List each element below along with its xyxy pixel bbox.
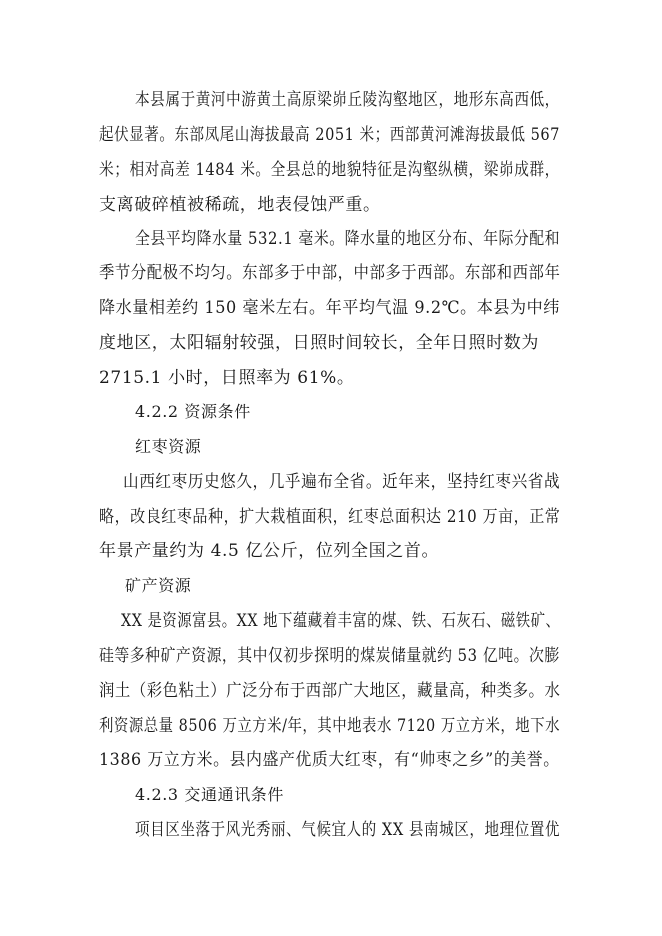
jujube-paragraph-line-2: 略，改良红枣品种，扩大栽植面积，红枣总面积达 210 万亩，正常 <box>99 507 561 527</box>
paragraph-1-line-1: 本县属于黄河中游黄土高原梁峁丘陵沟壑地区，地形东高西低， <box>135 90 560 110</box>
jujube-paragraph-line-1: 山西红枣历史悠久，几乎遍布全省。近年来，坚持红枣兴省战 <box>123 472 561 492</box>
paragraph-1-line-2: 起伏显著。东部凤尾山海拔最高 2051 米；西部黄河滩海拔最低 567 <box>99 125 560 145</box>
paragraph-2-line-2: 季节分配极不均匀。东部多于中部，中部多于西部。东部和西部年 <box>99 263 561 283</box>
paragraph-2-line-3: 降水量相差约 150 毫米左右。年平均气温 9.2℃。本县为中纬 <box>99 298 560 318</box>
minerals-paragraph-line-1: XX 是资源富县。XX 地下蕴藏着丰富的煤、铁、石灰石、磁铁矿、 <box>121 611 561 631</box>
section-heading-4-2-2: 4.2.2 资源条件 <box>135 402 251 421</box>
minerals-paragraph-line-4: 利资源总量 8506 万立方米/年，其中地表水 7120 万立方米，地下水 <box>99 716 561 736</box>
paragraph-2-line-4: 度地区，太阳辐射较强，日照时间较长，全年日照时数为 <box>99 333 539 353</box>
subheading-minerals: 矿产资源 <box>125 576 192 595</box>
transport-paragraph-line-1: 项目区坐落于风光秀丽、气候宜人的 XX 县南城区，地理位置优 <box>135 820 561 840</box>
section-heading-4-2-3: 4.2.3 交通通讯条件 <box>135 785 284 804</box>
minerals-paragraph-line-5: 1386 万立方米。县内盛产优质大红枣，有“帅枣之乡”的美誉。 <box>99 750 560 770</box>
jujube-paragraph-line-3: 年景产量约为 4.5 亿公斤，位列全国之首。 <box>99 541 440 561</box>
paragraph-1-line-4: 支离破碎植被稀疏，地表侵蚀严重。 <box>99 195 381 215</box>
paragraph-2-line-1: 全县平均降水量 532.1 毫米。降水量的地区分布、年际分配和 <box>135 229 561 249</box>
minerals-paragraph-line-3: 润土（彩色粘土）广泛分布于西部广大地区，藏量高，种类多。水 <box>99 681 561 701</box>
subheading-jujube: 红枣资源 <box>135 437 202 456</box>
paragraph-1-line-3: 米；相对高差 1484 米。全县总的地貌特征是沟壑纵横，梁峁成群， <box>99 160 560 180</box>
minerals-paragraph-line-2: 硅等多种矿产资源，其中仅初步探明的煤炭储量就约 53 亿吨。次膨 <box>99 646 560 666</box>
paragraph-2-line-5: 2715.1 小时，日照率为 61%。 <box>99 368 355 388</box>
